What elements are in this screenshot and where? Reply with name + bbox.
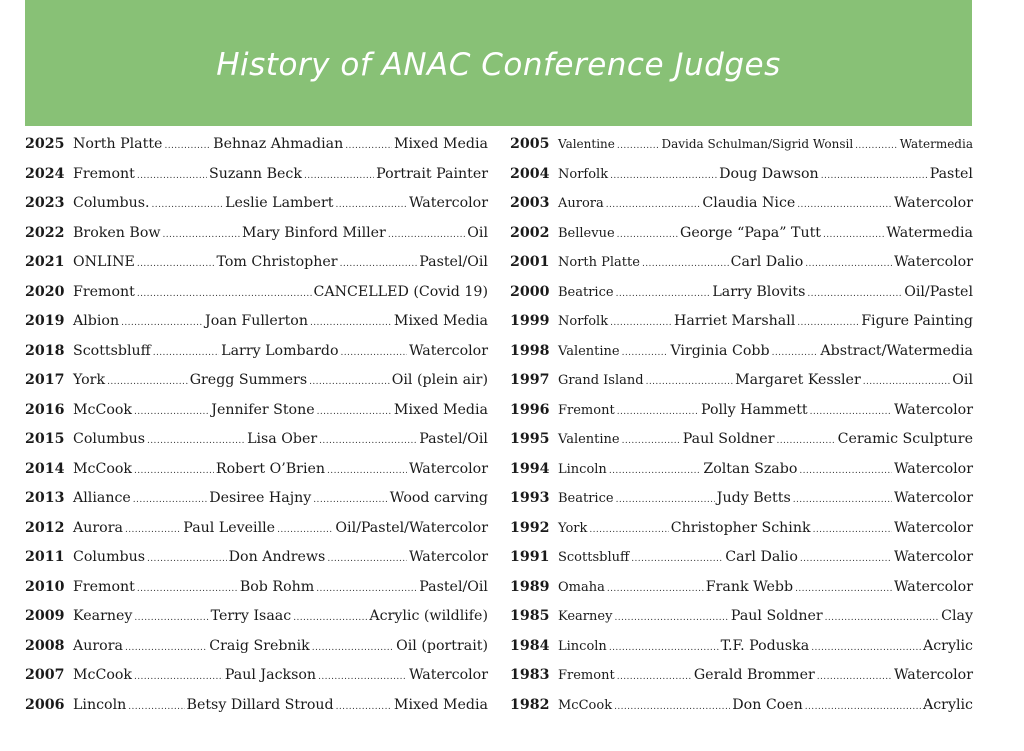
judge-entry [510, 254, 973, 284]
entry-judge: Don Coen [732, 696, 803, 713]
entry-medium: Portrait Painter [376, 165, 488, 182]
leader-dots [388, 225, 465, 241]
judge-entry [510, 638, 973, 668]
entry-judge: Doug Dawson [719, 165, 819, 182]
leader-dots [125, 638, 207, 654]
entry-city: Valentine [558, 432, 620, 447]
judge-entry [25, 608, 488, 638]
entry-medium: Mixed Media [393, 313, 488, 329]
entry-year: 2022 [25, 224, 65, 241]
leader-dots [617, 136, 660, 152]
entry-judge: Carl Dalio [725, 549, 798, 565]
entry-year: 2002 [510, 224, 550, 241]
entry-city: Norfolk [558, 166, 609, 182]
judge-entry [510, 490, 973, 520]
leader-dots [793, 490, 892, 506]
leader-dots [607, 579, 704, 595]
entry-judge: Frank Webb [705, 578, 794, 595]
leader-dots [134, 461, 214, 477]
leader-dots [823, 225, 884, 241]
leader-dots [589, 520, 668, 536]
entry-city: Lincoln [558, 638, 607, 654]
leader-dots [811, 638, 921, 654]
entry-city: Aurora [73, 519, 123, 536]
leader-dots [610, 313, 672, 329]
entry-city: Alliance [73, 490, 131, 506]
entry-judge: Mary Binford Miller [241, 224, 386, 241]
judge-entry [25, 667, 488, 697]
entry-judge: Paul Soldner [730, 608, 823, 624]
leader-dots [617, 402, 699, 418]
leader-dots [164, 136, 211, 152]
entry-medium: Oil [467, 224, 488, 241]
entry-year: 1993 [510, 490, 550, 506]
leader-dots [137, 254, 215, 270]
judge-entry [510, 549, 973, 579]
entry-judge: Polly Hammett [700, 401, 808, 418]
entry-medium: Oil (plein air) [391, 372, 488, 388]
entry-city: Aurora [558, 196, 604, 211]
entry-city: Columbus. [73, 195, 150, 211]
entry-medium: CANCELLED (Covid 19) [313, 283, 488, 300]
leader-dots [327, 549, 407, 565]
leader-dots [776, 431, 835, 447]
title-banner [25, 0, 972, 126]
entry-judge: Larry Blovits [712, 283, 806, 300]
leader-dots [606, 195, 701, 211]
entry-judge: Carl Dalio [730, 254, 804, 270]
entry-judge: Paul Jackson [224, 667, 317, 683]
entry-city: Scottsbluff [558, 550, 630, 565]
leader-dots [318, 667, 407, 683]
entry-judge: Robert O’Brien [215, 460, 326, 477]
entry-city: Fremont [558, 668, 615, 683]
entry-city: Grand Island [558, 373, 644, 388]
entry-medium: Watercolor [893, 490, 973, 506]
entry-judge: Betsy Dillard Stroud [186, 696, 334, 713]
entry-year: 1982 [510, 696, 550, 713]
leader-dots [609, 461, 702, 477]
judge-entry [25, 313, 488, 343]
judge-entry [510, 608, 973, 638]
entry-year: 2021 [25, 254, 65, 270]
entry-city: McCook [73, 460, 133, 477]
leader-dots [125, 520, 181, 536]
leader-dots [107, 372, 188, 388]
entry-judge: Desiree Hajny [209, 490, 312, 506]
entry-year: 1992 [510, 519, 550, 536]
leader-dots [134, 667, 223, 683]
judge-entry [25, 490, 488, 520]
entry-city: Beatrice [558, 284, 614, 300]
entry-city: York [73, 372, 106, 388]
judges-list-left [25, 136, 488, 726]
entry-year: 2009 [25, 608, 65, 624]
judge-entry [510, 343, 973, 373]
leader-dots [813, 520, 892, 536]
entry-judge: Paul Leveille [183, 519, 276, 536]
entry-medium: Pastel/Oil [419, 254, 488, 270]
entry-year: 1997 [510, 372, 550, 388]
judge-entry [510, 667, 973, 697]
entry-city: Fremont [73, 165, 135, 182]
leader-dots [341, 343, 407, 359]
leader-dots [335, 195, 407, 211]
entry-city: Lincoln [558, 461, 607, 477]
entry-year: 2004 [510, 165, 550, 182]
entry-judge: Virginia Cobb [670, 342, 770, 359]
entry-city: Valentine [558, 137, 615, 151]
leader-dots [133, 490, 207, 506]
leader-dots [277, 520, 333, 536]
leader-dots [134, 402, 209, 418]
entry-city: Scottsbluff [73, 342, 151, 359]
judge-entry [25, 225, 488, 255]
entry-city: Norfolk [558, 314, 609, 329]
entry-medium: Watercolor [408, 460, 488, 477]
entry-medium: Mixed Media [393, 401, 488, 418]
leader-dots [610, 166, 717, 182]
entry-judge: Bob Rohm [239, 578, 315, 595]
entry-year: 2008 [25, 637, 65, 654]
entry-year: 1998 [510, 342, 550, 359]
entry-medium: Oil (portrait) [396, 637, 488, 654]
entry-year: 2005 [510, 136, 550, 152]
judge-entry [510, 697, 973, 727]
leader-dots [825, 608, 939, 624]
entry-judge: T.F. Poduska [720, 637, 810, 654]
entry-judge: Harriet Marshall [674, 313, 796, 329]
judge-entry [510, 520, 973, 550]
leader-dots [147, 549, 227, 565]
leader-dots [336, 697, 392, 713]
entry-judge: Terry Isaac [210, 608, 292, 624]
entry-medium: Watercolor [893, 667, 973, 683]
entry-year: 1999 [510, 313, 550, 329]
entry-judge: George “Papa” Tutt [680, 224, 821, 241]
judges-list-right [510, 136, 973, 726]
judge-entry [25, 520, 488, 550]
entry-year: 2001 [510, 254, 550, 270]
judge-entry [25, 697, 488, 727]
entry-medium: Acrylic [922, 696, 973, 713]
entry-year: 2019 [25, 313, 65, 329]
entry-year: 2006 [25, 696, 65, 713]
entry-year: 2020 [25, 283, 65, 300]
leader-dots [817, 667, 892, 683]
leader-dots [810, 402, 892, 418]
entry-medium: Abstract/Watermedia [820, 342, 973, 359]
entry-city: Bellevue [558, 225, 615, 241]
entry-medium: Pastel/Oil [419, 431, 488, 447]
entry-medium: Acrylic (wildlife) [369, 608, 488, 624]
entry-city: York [558, 520, 588, 536]
leader-dots [622, 431, 681, 447]
entry-city: Fremont [73, 283, 135, 300]
entry-medium: Figure Painting [861, 313, 973, 329]
entry-year: 2013 [25, 490, 65, 506]
entry-medium: Wood carving [389, 490, 488, 506]
entry-judge: Judy Betts [716, 490, 791, 506]
leader-dots [614, 697, 730, 713]
leader-dots [863, 372, 951, 388]
leader-dots [137, 284, 312, 300]
entry-city: Aurora [73, 637, 123, 654]
entry-medium: Pastel/Oil [419, 578, 488, 595]
entry-judge: Suzann Beck [209, 165, 302, 182]
leader-dots [800, 549, 892, 565]
entry-judge: Christopher Schink [670, 519, 811, 536]
entry-year: 2017 [25, 372, 65, 388]
entry-year: 2023 [25, 195, 65, 211]
entry-city: Albion [73, 313, 120, 329]
entry-medium: Watermedia [899, 137, 973, 151]
judge-entry [510, 225, 973, 255]
entry-year: 2012 [25, 519, 65, 536]
entry-medium: Oil/Pastel [904, 283, 973, 300]
entry-city: Fremont [558, 402, 615, 418]
entry-judge: Behnaz Ahmadian [213, 136, 344, 152]
leader-dots [312, 638, 394, 654]
entry-city: Columbus [73, 431, 146, 447]
entry-city: Kearney [73, 608, 133, 624]
judge-entry [510, 402, 973, 432]
entry-city: Fremont [73, 578, 135, 595]
entry-judge: Craig Srebnik [209, 637, 310, 654]
leader-dots [319, 431, 417, 447]
judge-entry [510, 284, 973, 314]
leader-dots [152, 195, 224, 211]
leader-dots [293, 608, 367, 624]
judge-entry [25, 195, 488, 225]
entry-medium: Watercolor [893, 519, 973, 536]
entry-city: Columbus [73, 549, 146, 565]
leader-dots [137, 579, 238, 595]
entry-year: 2014 [25, 460, 65, 477]
entry-year: 1989 [510, 578, 550, 595]
judge-entry [25, 461, 488, 491]
entry-judge: Don Andrews [228, 549, 326, 565]
leader-dots [614, 608, 728, 624]
leader-dots [310, 313, 392, 329]
entry-judge: Larry Lombardo [221, 342, 339, 359]
leader-dots [772, 343, 819, 359]
entry-city: North Platte [73, 136, 163, 152]
entry-medium: Oil [952, 372, 973, 388]
entry-year: 1996 [510, 401, 550, 418]
judge-entry [25, 579, 488, 609]
leader-dots [646, 372, 734, 388]
judge-entry [25, 284, 488, 314]
judge-entry [25, 166, 488, 196]
entry-judge: Lisa Ober [247, 431, 318, 447]
entry-medium: Watercolor [893, 578, 973, 595]
entry-city: McCook [73, 667, 133, 683]
entry-medium: Watercolor [893, 549, 973, 565]
leader-dots [617, 667, 692, 683]
entry-medium: Watercolor [893, 254, 973, 270]
entry-medium: Acrylic [922, 637, 973, 654]
entry-city: McCook [558, 697, 613, 713]
entry-judge: Gerald Brommer [693, 667, 815, 683]
leader-dots [799, 461, 892, 477]
leader-dots [807, 284, 902, 300]
judge-entry [510, 195, 973, 225]
entry-medium: Watercolor [408, 195, 488, 211]
judge-entry [25, 254, 488, 284]
leader-dots [821, 166, 928, 182]
leader-dots [313, 490, 387, 506]
judge-entry [510, 136, 973, 166]
leader-dots [317, 402, 392, 418]
entry-city: Lincoln [73, 696, 127, 713]
judge-entry [510, 166, 973, 196]
leader-dots [616, 284, 711, 300]
entry-year: 2024 [25, 165, 65, 182]
judge-entry [510, 461, 973, 491]
entry-judge: Jennifer Stone [211, 401, 315, 418]
judge-entry [25, 402, 488, 432]
entry-judge: Claudia Nice [702, 195, 796, 211]
leader-dots [805, 254, 892, 270]
judge-entry [25, 136, 488, 166]
judge-entry [510, 313, 973, 343]
entry-medium: Watercolor [893, 401, 973, 418]
page-title: History of ANAC Conference Judges [216, 47, 781, 83]
entry-medium: Mixed Media [393, 696, 488, 713]
entry-medium: Watercolor [408, 549, 488, 565]
leader-dots [617, 225, 678, 241]
entry-medium: Clay [941, 608, 973, 624]
judge-entry [510, 372, 973, 402]
leader-dots [304, 166, 374, 182]
leader-dots [622, 343, 669, 359]
leader-dots [345, 136, 392, 152]
entry-year: 1994 [510, 460, 550, 477]
leader-dots [309, 372, 390, 388]
entry-medium: Watercolor [408, 667, 488, 683]
judge-entry [25, 343, 488, 373]
entry-medium: Watermedia [886, 224, 973, 241]
entry-year: 1984 [510, 637, 550, 654]
judge-entry [25, 372, 488, 402]
leader-dots [327, 461, 407, 477]
entry-year: 2015 [25, 431, 65, 447]
leader-dots [609, 638, 719, 654]
entry-medium: Pastel [929, 165, 973, 182]
entry-medium: Watercolor [408, 342, 488, 359]
entry-city: Beatrice [558, 491, 614, 506]
entry-judge: Leslie Lambert [225, 195, 334, 211]
entry-year: 1995 [510, 431, 550, 447]
leader-dots [163, 225, 240, 241]
entry-year: 1985 [510, 608, 550, 624]
entry-city: North Platte [558, 255, 640, 270]
entry-city: Valentine [558, 343, 620, 359]
entry-judge: Zoltan Szabo [703, 460, 798, 477]
entry-judge: Joan Fullerton [205, 313, 308, 329]
entry-year: 2016 [25, 401, 65, 418]
leader-dots [797, 313, 859, 329]
entry-medium: Watercolor [893, 195, 973, 211]
entry-medium: Ceramic Sculpture [837, 431, 973, 447]
entry-medium: Oil/Pastel/Watercolor [335, 519, 488, 536]
leader-dots [795, 579, 892, 595]
entry-year: 2007 [25, 667, 65, 683]
leader-dots [340, 254, 418, 270]
entry-year: 2003 [510, 195, 550, 211]
entry-judge: Tom Christopher [216, 254, 338, 270]
entry-city: McCook [73, 401, 133, 418]
entry-year: 1983 [510, 667, 550, 683]
entry-city: Broken Bow [73, 224, 161, 241]
judge-entry [25, 638, 488, 668]
entry-year: 1991 [510, 549, 550, 565]
judge-entry [25, 549, 488, 579]
leader-dots [805, 697, 921, 713]
judge-entry [510, 431, 973, 461]
leader-dots [855, 136, 898, 152]
leader-dots [631, 549, 723, 565]
entry-judge: Gregg Summers [189, 372, 308, 388]
leader-dots [797, 195, 892, 211]
entry-city: Omaha [558, 579, 605, 595]
entry-medium: Watercolor [893, 460, 973, 477]
leader-dots [147, 431, 245, 447]
judge-entry [510, 579, 973, 609]
entry-judge: Paul Soldner [682, 431, 775, 447]
leader-dots [121, 313, 203, 329]
judge-entry [25, 431, 488, 461]
entry-judge: Davida Schulman/Sigrid Wonsil [661, 137, 854, 151]
leader-dots [642, 254, 729, 270]
entry-judge: Margaret Kessler [735, 372, 861, 388]
leader-dots [153, 343, 219, 359]
entry-medium: Mixed Media [393, 136, 488, 152]
entry-year: 2010 [25, 578, 65, 595]
leader-dots [128, 697, 184, 713]
leader-dots [616, 490, 715, 506]
entry-city: ONLINE [73, 254, 135, 270]
entry-year: 2000 [510, 283, 550, 300]
leader-dots [134, 608, 208, 624]
entry-year: 2018 [25, 342, 65, 359]
entry-year: 2025 [25, 136, 65, 152]
entry-year: 2011 [25, 549, 65, 565]
leader-dots [137, 166, 207, 182]
leader-dots [316, 579, 417, 595]
entry-city: Kearney [558, 609, 613, 624]
